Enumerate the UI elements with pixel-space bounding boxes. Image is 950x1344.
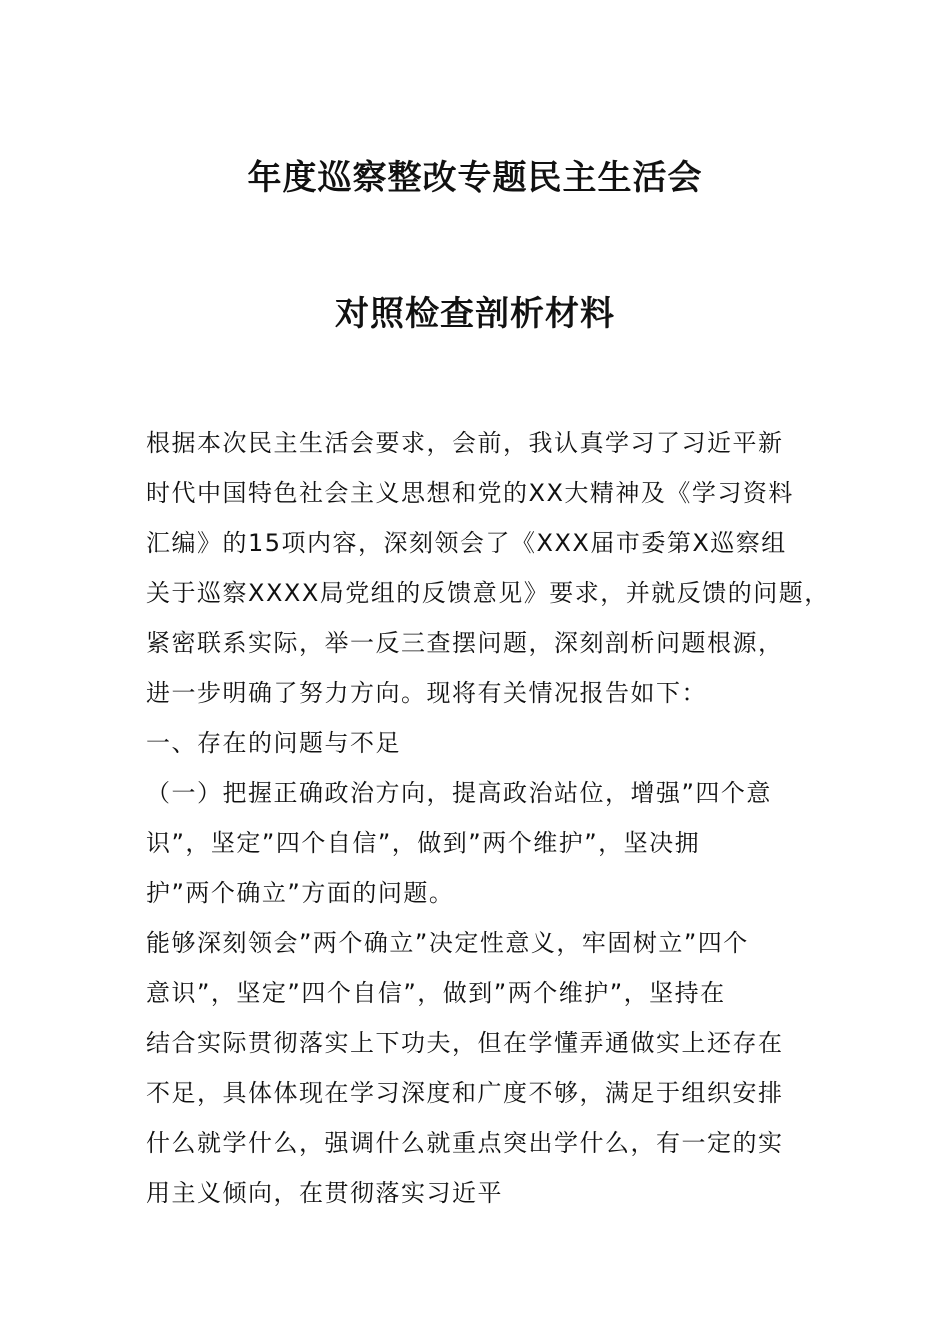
body-line: 结合实际贯彻落实上下功夫，但在学懂弄通做实上还存在: [146, 1029, 784, 1057]
document-subtitle: 对照检查剖析材料: [335, 294, 615, 334]
body-line: 紧密联系实际，举一反三查摆问题，深刻剖析问题根源，: [146, 629, 784, 657]
subsection-heading: 识”，坚定”四个自信”，做到”两个维护”，坚决拥: [146, 829, 701, 857]
body-line: 进一步明确了努力方向。现将有关情况报告如下：: [146, 679, 707, 707]
body-line: 根据本次民主生活会要求，会前，我认真学习了习近平新: [146, 429, 784, 457]
body-line: 意识”，坚定”四个自信”，做到”两个维护”，坚持在: [146, 979, 726, 1007]
body-line: 用主义倾向，在贯彻落实习近平: [146, 1179, 503, 1207]
body-line: 不足，具体体现在学习深度和广度不够，满足于组织安排: [146, 1079, 784, 1107]
body-line: 时代中国特色社会主义思想和党的XX大精神及《学习资料: [146, 479, 794, 507]
section-heading: 一、存在的问题与不足: [146, 729, 401, 757]
subsection-heading: 护”两个确立”方面的问题。: [146, 879, 455, 907]
document-title: 年度巡察整改专题民主生活会: [247, 158, 703, 198]
body-line: 关于巡察XXXX局党组的反馈意见》要求，并就反馈的问题，: [146, 579, 830, 607]
body-line: 能够深刻领会”两个确立”决定性意义，牢固树立”四个: [146, 929, 749, 957]
subsection-heading: （一）把握正确政治方向，提高政治站位，增强”四个意: [146, 779, 772, 807]
body-line: 什么就学什么，强调什么就重点突出学什么，有一定的实: [146, 1129, 784, 1157]
body-line: 汇编》的15项内容，深刻领会了《XXX届市委第X巡察组: [146, 529, 787, 557]
